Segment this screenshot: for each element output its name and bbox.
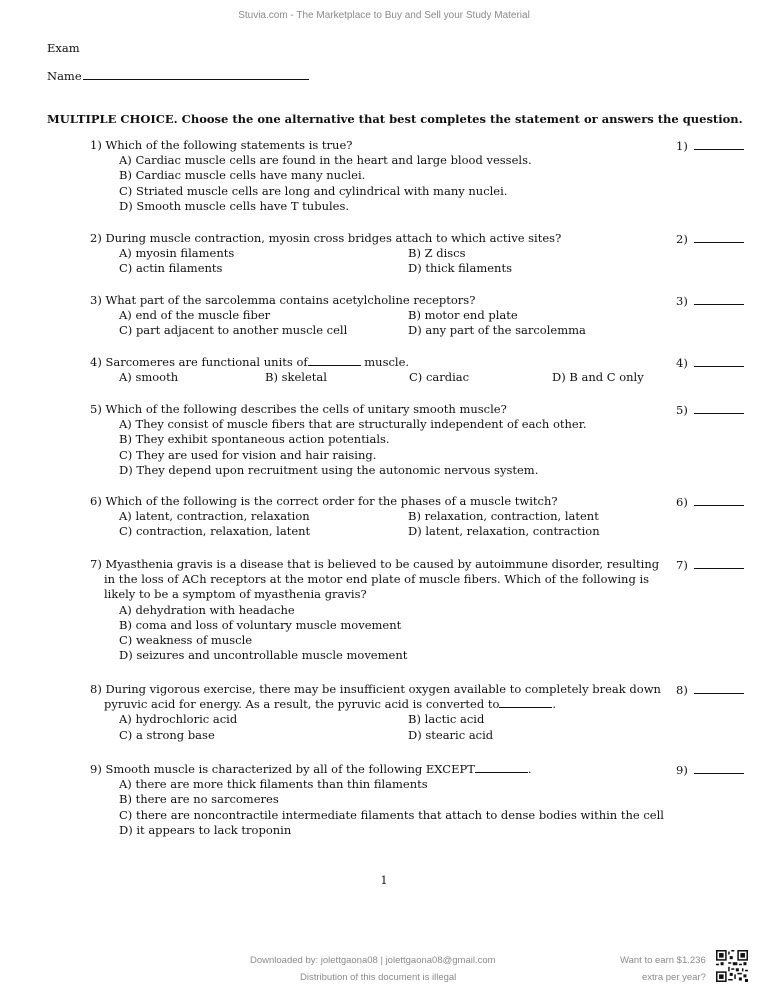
option-d: D) stearic acid xyxy=(408,727,494,742)
option-a: A) They consist of muscle fibers that are structurally independent of each other. xyxy=(119,417,587,432)
option-b: B) skeletal xyxy=(265,370,327,385)
distribution-note: Distribution of this document is illegal xyxy=(300,972,457,983)
option-a: A) hydrochloric acid xyxy=(119,712,238,727)
question-stem: 6) Which of the following is the correct order for the phases of a muscle twitch? xyxy=(90,494,558,508)
question-8 xyxy=(90,682,670,743)
fill-in-blank xyxy=(499,697,552,708)
option-b: B) lactic acid xyxy=(408,712,485,727)
option-c: C) Striated muscle cells are long and cylindrical with many nuclei. xyxy=(119,183,508,198)
option-d: D) B and C only xyxy=(552,370,644,385)
question-4 xyxy=(90,355,670,385)
option-b: B) coma and loss of voluntary muscle movement xyxy=(119,617,402,632)
option-d: D) They depend upon recruitment using the autonomic nervous system. xyxy=(119,462,539,477)
option-c: C) actin filaments xyxy=(119,261,223,276)
option-d: D) Smooth muscle cells have T tubules. xyxy=(119,198,350,213)
qr-code-icon[interactable] xyxy=(716,950,748,982)
answer-blank-9: 9) xyxy=(676,762,744,777)
question-1 xyxy=(90,138,670,214)
option-b: B) relaxation, contraction, latent xyxy=(408,509,599,524)
option-a: A) Cardiac muscle cells are found in the heart and large blood vessels. xyxy=(119,153,532,168)
question-stem: 7) Myasthenia gravis is a disease that is believed to be caused by autoimmune disorder, resulting in the loss of ACh receptors at the motor end plate of muscle fibers. Which of the following is likely to be a symptom of myasthenia gravis? xyxy=(90,557,660,602)
option-d: D) it appears to lack troponin xyxy=(119,822,292,837)
option-b: B) They exhibit spontaneous action potentials. xyxy=(119,432,390,447)
option-c: C) there are noncontractile intermediate filaments that attach to dense bodies within the cell xyxy=(119,807,664,822)
question-9 xyxy=(90,762,670,838)
option-d: D) seizures and uncontrollable muscle movement xyxy=(119,648,408,663)
option-a: A) latent, contraction, relaxation xyxy=(119,509,310,524)
fill-in-blank xyxy=(308,355,361,366)
name-blank-line xyxy=(83,69,309,80)
option-c: C) They are used for vision and hair raising. xyxy=(119,447,377,462)
question-stem: 5) Which of the following describes the cells of unitary smooth muscle? xyxy=(90,402,507,416)
option-c: C) part adjacent to another muscle cell xyxy=(119,323,348,338)
question-6 xyxy=(90,494,670,540)
option-b: B) there are no sarcomeres xyxy=(119,792,279,807)
option-d: D) latent, relaxation, contraction xyxy=(408,524,600,539)
question-7 xyxy=(90,557,670,663)
downloaded-by-note: Downloaded by: jolettgaona08 | jolettgaona08@gmail.com xyxy=(250,955,496,966)
option-b: B) Cardiac muscle cells have many nuclei. xyxy=(119,168,366,183)
option-a: A) there are more thick filaments than thin filaments xyxy=(119,777,428,792)
answer-blank-2: 2) xyxy=(676,231,744,246)
instructions: MULTIPLE CHOICE. Choose the one alternative that best completes the statement or answers the question. xyxy=(47,112,743,126)
name-field xyxy=(47,69,309,83)
option-c: C) weakness of muscle xyxy=(119,633,253,648)
option-d: D) thick filaments xyxy=(408,261,512,276)
option-c: C) cardiac xyxy=(409,370,470,385)
option-b: B) Z discs xyxy=(408,246,466,261)
site-banner: Stuvia.com - The Marketplace to Buy and Sell your Study Material xyxy=(238,10,530,21)
question-stem: 8) During vigorous exercise, there may be insufficient oxygen available to completely break down pyruvic acid for energy. As a result, the pyruvic acid is converted to . xyxy=(90,682,661,712)
name-label: Name xyxy=(47,69,82,83)
question-5 xyxy=(90,402,670,478)
option-b: B) motor end plate xyxy=(408,308,518,323)
question-2 xyxy=(90,231,670,277)
promo-link-line1[interactable]: Want to earn $1.236 xyxy=(620,955,706,966)
option-c: C) contraction, relaxation, latent xyxy=(119,524,311,539)
question-3 xyxy=(90,293,670,339)
answer-blank-3: 3) xyxy=(676,293,744,308)
fill-in-blank xyxy=(475,762,528,773)
answer-blank-8: 8) xyxy=(676,682,744,697)
question-stem: 2) During muscle contraction, myosin cross bridges attach to which active sites? xyxy=(90,231,562,245)
promo-link-line2[interactable]: extra per year? xyxy=(642,972,706,983)
question-stem: 1) Which of the following statements is true? xyxy=(90,138,353,152)
question-stem: 9) Smooth muscle is characterized by all of the following EXCEPT . xyxy=(90,762,532,776)
option-a: A) myosin filaments xyxy=(119,246,235,261)
answer-blank-1: 1) xyxy=(676,138,744,153)
answer-blank-6: 6) xyxy=(676,494,744,509)
answer-blank-7: 7) xyxy=(676,557,744,572)
question-stem: 4) Sarcomeres are functional units of muscle. xyxy=(90,355,410,369)
option-a: A) smooth xyxy=(119,370,179,385)
question-stem: 3) What part of the sarcolemma contains acetylcholine receptors? xyxy=(90,293,476,307)
page-number: 1 xyxy=(380,874,388,887)
exam-label: Exam xyxy=(47,41,80,55)
answer-blank-4: 4) xyxy=(676,355,744,370)
option-a: A) end of the muscle fiber xyxy=(119,308,271,323)
option-d: D) any part of the sarcolemma xyxy=(408,323,586,338)
answer-blank-5: 5) xyxy=(676,402,744,417)
option-a: A) dehydration with headache xyxy=(119,602,295,617)
option-c: C) a strong base xyxy=(119,727,215,742)
